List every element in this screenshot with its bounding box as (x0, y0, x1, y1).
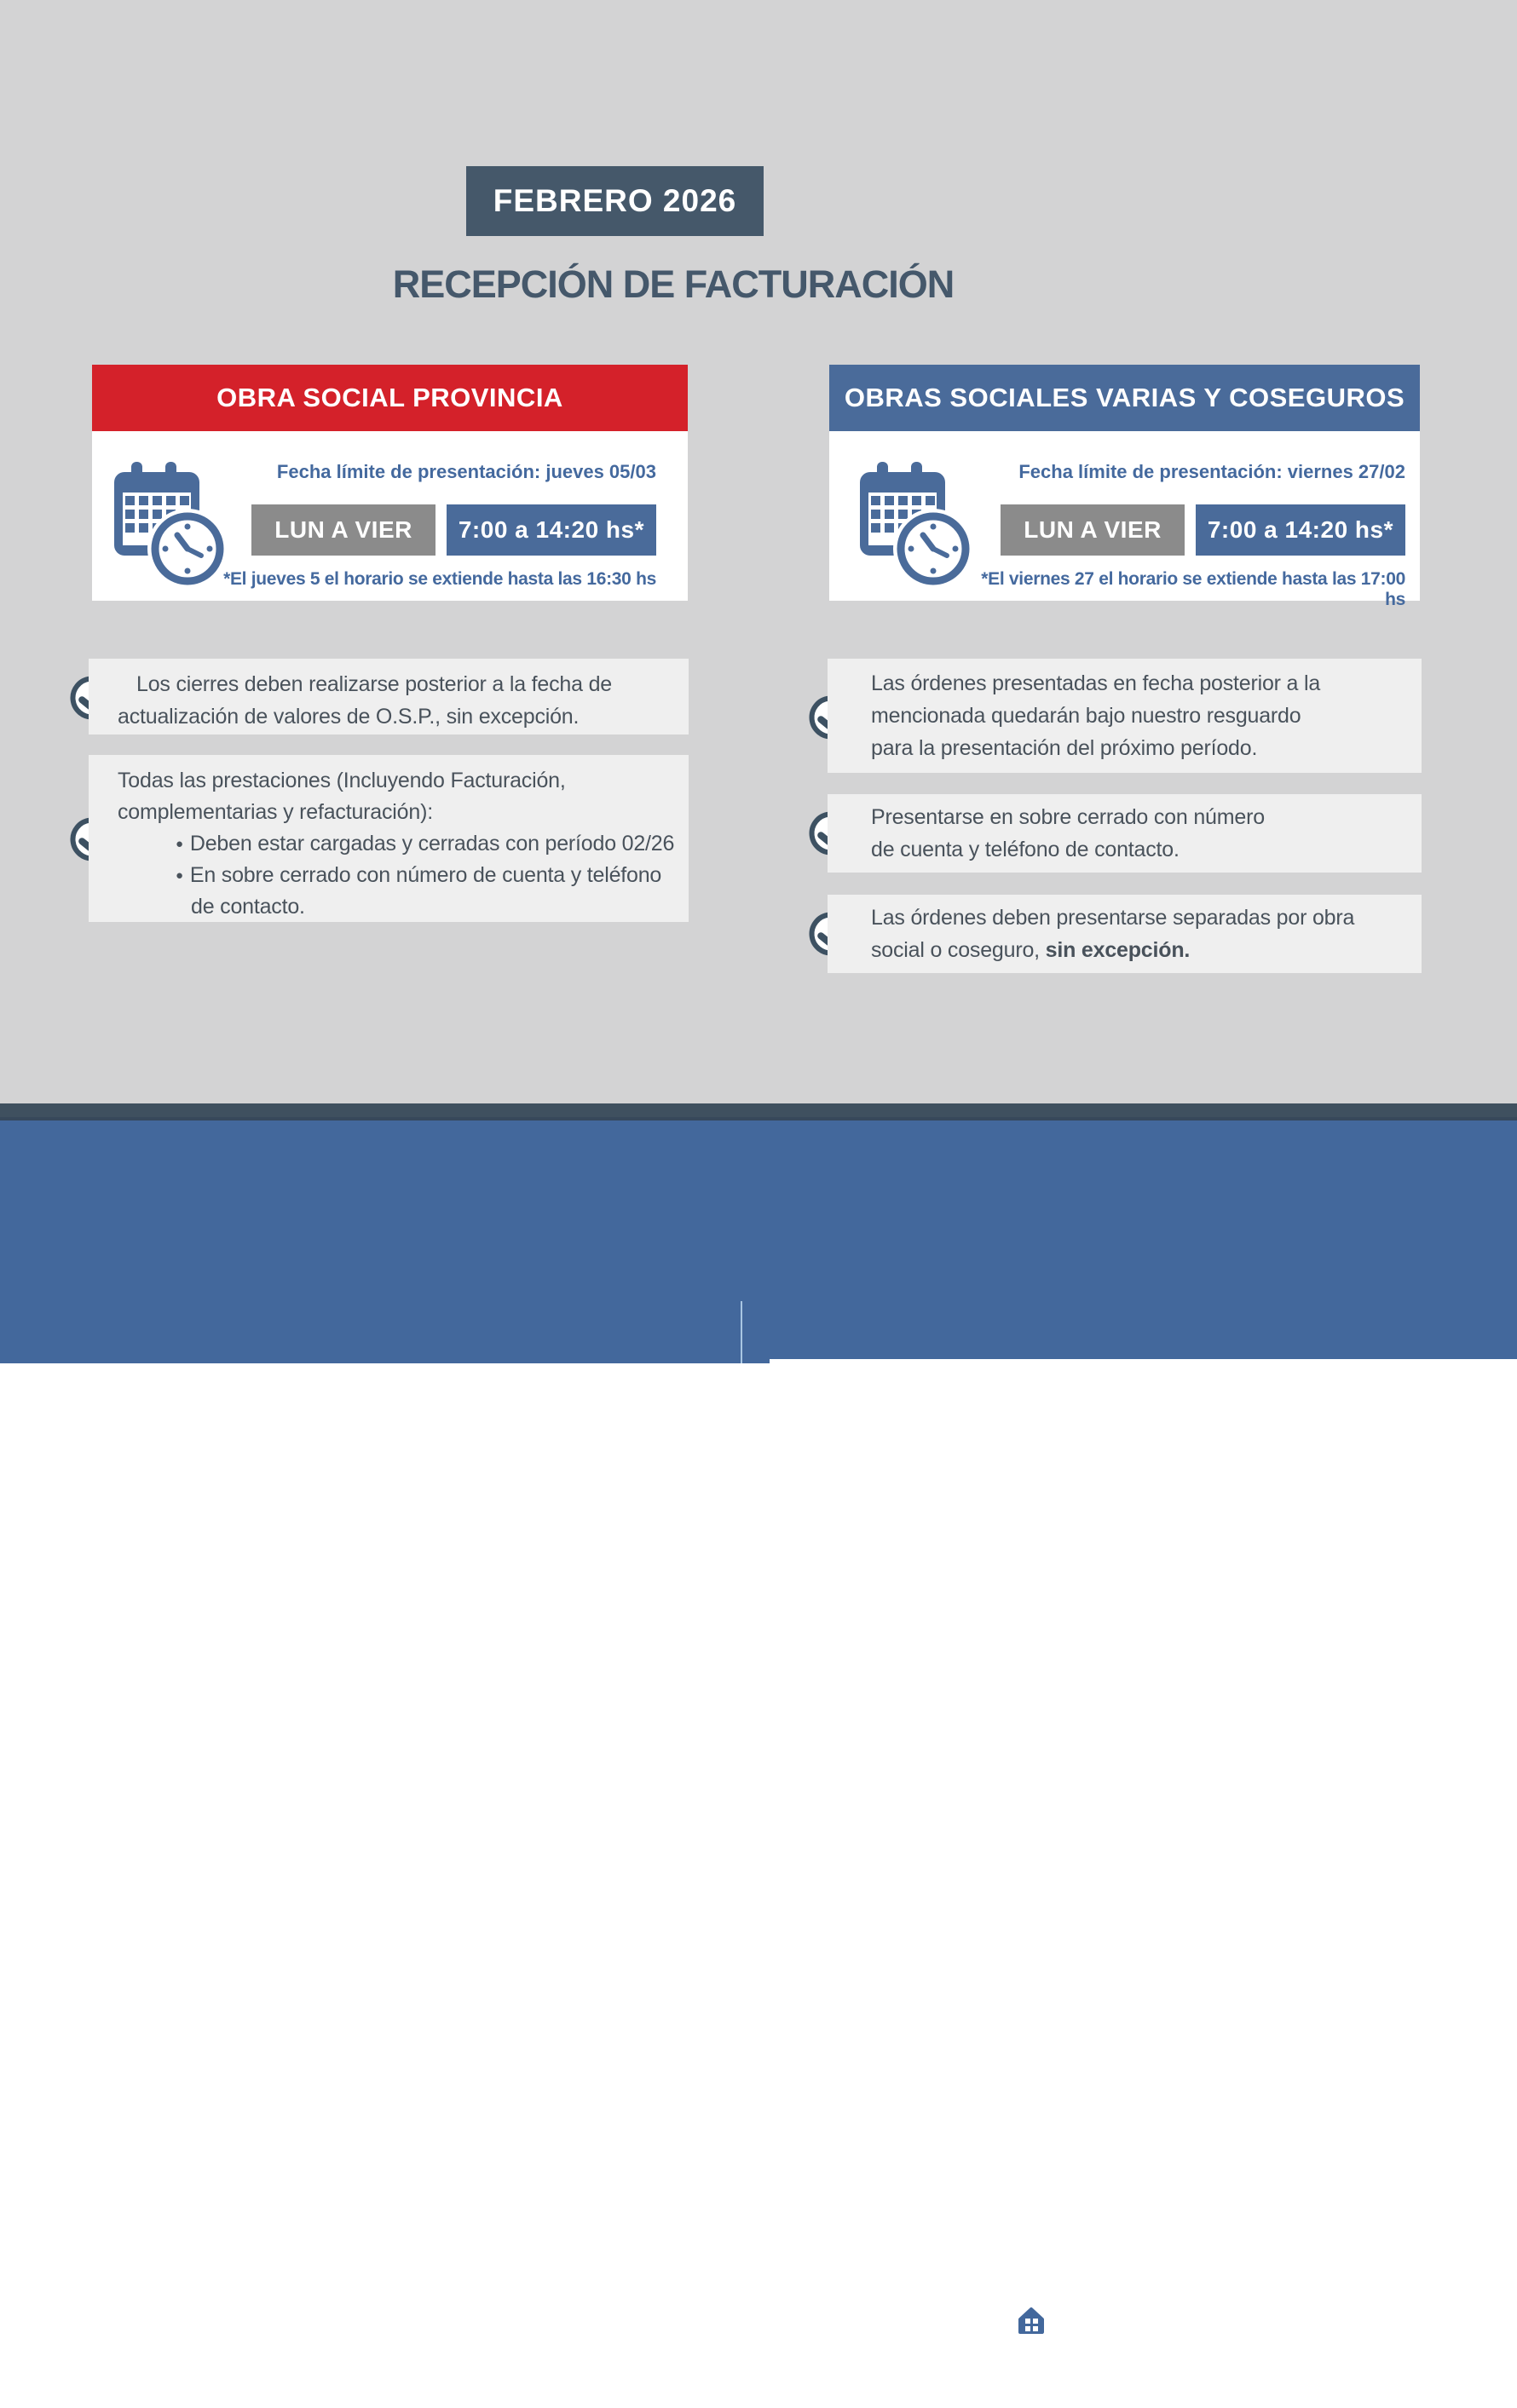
internacion-name-line1: INTERNACIÓN (991, 2349, 1080, 2363)
art-icon (905, 2303, 972, 2370)
note-line: Todas las prestaciones (Incluyendo Facturación, (118, 769, 566, 792)
deadline-text: Fecha límite de presentación: viernes 27/02 (1018, 461, 1405, 482)
art-logo (901, 2303, 976, 2370)
note-line: de cuenta y teléfono de contacto. (871, 838, 1180, 861)
scan-artifact-strip (770, 1359, 1517, 1363)
art-label: ART (920, 2326, 957, 2344)
note-line: de contacto. (191, 895, 305, 919)
colmed-salud-text: Salud (839, 2375, 869, 2388)
note-line-regular: social o coseguro, (871, 938, 1046, 962)
internacion-domiciliaria-logo (982, 2298, 1089, 2382)
days-box: LUN A VIER (1001, 504, 1185, 556)
seal-arc-top-text: COLEGIO MEDICO (423, 2265, 557, 2328)
card-obras-sociales-varias (829, 365, 1420, 609)
cimyn-name: CIMYN (695, 2354, 769, 2373)
colegio-medico-seal-logo (415, 2258, 565, 2408)
hospital-privado-logo (591, 2300, 679, 2384)
schedule-footnote: *El jueves 5 el horario se extiende hasta las 16:30 hs (223, 569, 656, 589)
schedule-row (957, 504, 1405, 556)
month-badge: FEBRERO 2026 (466, 166, 764, 236)
note-line: complementarias y refacturación): (118, 800, 433, 824)
colmed-name: COLMED (787, 2354, 882, 2378)
note-line: Las órdenes deben presentarse separadas por obra (871, 906, 1355, 930)
internacion-subtext: DEL COLEGIO MÉDICO DE SAN JUAN (984, 2377, 1087, 2382)
hospital-privado-subtext: COLEGIO MÉDICO DE SAN JUAN (590, 2379, 680, 2384)
scan-artifact-line (741, 1301, 742, 1363)
hours-box: 7:00 a 14:20 hs* (447, 504, 656, 556)
note-line: actualización de valores de O.S.P., sin excepción. (118, 705, 580, 729)
days-box: LUN A VIER (251, 504, 435, 556)
hospital-privado-name-line2: PRIVADO (601, 2362, 669, 2376)
hospital-privado-icon (611, 2300, 659, 2344)
note-line: mencionada quedarán bajo nuestro resguardo (871, 704, 1301, 728)
note-bullet: ● Deben estar cargadas y cerradas con período 02/26 (89, 828, 689, 860)
cimyn-logo (683, 2303, 782, 2382)
schedule-row (220, 504, 656, 556)
note-line: Presentarse en sobre cerrado con número (871, 805, 1265, 829)
note-line-bold: sin excepción. (1045, 938, 1191, 962)
note-line: para la presentación del próximo período. (871, 736, 1258, 760)
internacion-icon (1009, 2298, 1062, 2346)
card-header: OBRAS SOCIALES VARIAS Y COSEGUROS (829, 365, 1420, 431)
page-title: RECEPCIÓN DE FACTURACIÓN (392, 262, 955, 306)
hospital-privado-name-line1: HOSPITAL (597, 2348, 673, 2362)
hours-box: 7:00 a 14:20 hs* (1196, 504, 1405, 556)
seal-monogram: CM (459, 2310, 522, 2355)
note-ordenes-posteriores (828, 659, 1422, 773)
note-ordenes-separadas (828, 895, 1422, 973)
note-line (828, 934, 1422, 966)
cimyn-icon (706, 2303, 758, 2351)
colmed-honeycomb-icon (804, 2301, 865, 2354)
svg-text:DE SAN JUAN (435, 2350, 545, 2393)
internacion-name-line2: DOMICILIARIA (991, 2362, 1080, 2375)
deadline-text: Fecha límite de presentación: jueves 05/03 (276, 461, 656, 482)
seal-arc-bottom-text: DE SAN JUAN (435, 2350, 545, 2394)
note-prestaciones (89, 755, 689, 922)
note-cierres-osp (89, 659, 689, 734)
calendar-clock-icon (109, 460, 228, 588)
footer (0, 1120, 1517, 2394)
note-line: Las órdenes presentadas en fecha posterior a la (871, 671, 1321, 695)
card-obra-social-provincia (92, 365, 688, 601)
colmed-salud-logo (787, 2301, 882, 2388)
calendar-clock-icon (855, 460, 974, 588)
note-sobre-cerrado (828, 794, 1422, 873)
note-line: Los cierres deben realizarse posterior a la fecha de (136, 672, 612, 696)
divider-strip (0, 1103, 1517, 1120)
card-header: OBRA SOCIAL PROVINCIA (92, 365, 688, 431)
note-bullet: ● En sobre cerrado con número de cuenta y teléfono (89, 860, 689, 891)
schedule-footnote: *El viernes 27 el horario se extiende hasta las 17:00 hs (981, 569, 1405, 609)
cimyn-subtext: SANATORIO DE ALTA COMPLEJIDAD (683, 2376, 782, 2382)
